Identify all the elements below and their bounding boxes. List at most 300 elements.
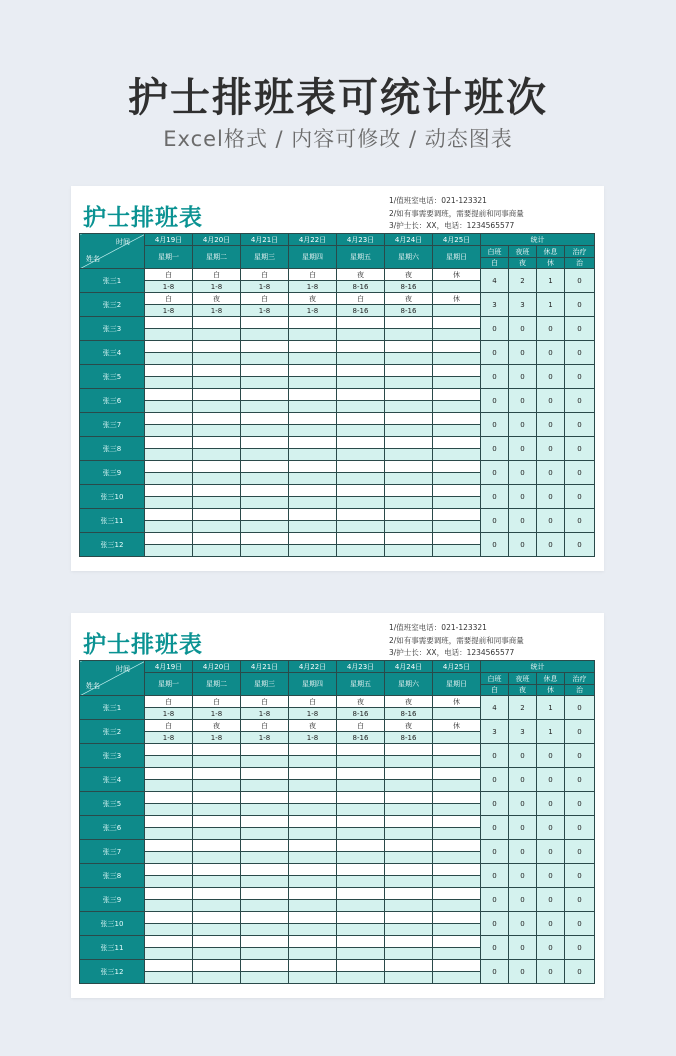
shift-cell[interactable] — [337, 413, 385, 425]
shift-cell[interactable] — [433, 437, 481, 449]
hours-cell[interactable] — [385, 329, 433, 341]
shift-cell[interactable] — [385, 413, 433, 425]
shift-cell[interactable] — [385, 936, 433, 948]
hours-cell[interactable] — [433, 281, 481, 293]
hours-cell[interactable] — [337, 756, 385, 768]
hours-cell[interactable] — [337, 972, 385, 984]
hours-cell[interactable] — [433, 900, 481, 912]
hours-cell[interactable] — [193, 924, 241, 936]
hours-cell[interactable] — [337, 924, 385, 936]
hours-cell[interactable] — [289, 545, 337, 557]
nurse-name[interactable]: 张三7 — [80, 413, 145, 437]
shift-cell[interactable] — [145, 840, 193, 852]
shift-cell[interactable] — [145, 341, 193, 353]
shift-cell[interactable] — [337, 744, 385, 756]
hours-cell[interactable] — [433, 425, 481, 437]
hours-cell[interactable] — [433, 449, 481, 461]
hours-cell[interactable] — [193, 756, 241, 768]
shift-cell[interactable] — [193, 485, 241, 497]
hours-cell[interactable] — [337, 449, 385, 461]
shift-cell[interactable]: 夜 — [337, 269, 385, 281]
hours-cell[interactable] — [289, 876, 337, 888]
shift-cell[interactable]: 白 — [337, 720, 385, 732]
shift-cell[interactable] — [385, 485, 433, 497]
nurse-name[interactable]: 张三9 — [80, 888, 145, 912]
hours-cell[interactable] — [289, 329, 337, 341]
hours-cell[interactable] — [337, 497, 385, 509]
shift-cell[interactable] — [145, 888, 193, 900]
hours-cell[interactable]: 8-16 — [337, 708, 385, 720]
hours-cell[interactable]: 1-8 — [145, 281, 193, 293]
shift-cell[interactable] — [241, 936, 289, 948]
hours-cell[interactable] — [337, 804, 385, 816]
hours-cell[interactable] — [385, 756, 433, 768]
hours-cell[interactable] — [433, 305, 481, 317]
hours-cell[interactable] — [241, 804, 289, 816]
shift-cell[interactable] — [193, 437, 241, 449]
nurse-name[interactable]: 张三1 — [80, 696, 145, 720]
shift-cell[interactable] — [193, 768, 241, 780]
nurse-name[interactable]: 张三6 — [80, 389, 145, 413]
hours-cell[interactable] — [193, 900, 241, 912]
shift-cell[interactable] — [289, 389, 337, 401]
nurse-name[interactable]: 张三10 — [80, 912, 145, 936]
hours-cell[interactable] — [433, 521, 481, 533]
shift-cell[interactable] — [193, 509, 241, 521]
shift-cell[interactable] — [193, 341, 241, 353]
hours-cell[interactable] — [337, 401, 385, 413]
hours-cell[interactable] — [433, 972, 481, 984]
nurse-name[interactable]: 张三7 — [80, 840, 145, 864]
hours-cell[interactable] — [145, 876, 193, 888]
shift-cell[interactable] — [289, 485, 337, 497]
shift-cell[interactable]: 休 — [433, 696, 481, 708]
hours-cell[interactable]: 1-8 — [241, 732, 289, 744]
hours-cell[interactable] — [145, 401, 193, 413]
hours-cell[interactable] — [385, 972, 433, 984]
shift-cell[interactable]: 白 — [289, 269, 337, 281]
hours-cell[interactable]: 1-8 — [193, 281, 241, 293]
hours-cell[interactable]: 1-8 — [145, 708, 193, 720]
hours-cell[interactable] — [385, 425, 433, 437]
nurse-name[interactable]: 张三2 — [80, 720, 145, 744]
hours-cell[interactable] — [145, 804, 193, 816]
shift-cell[interactable] — [193, 461, 241, 473]
hours-cell[interactable] — [337, 545, 385, 557]
shift-cell[interactable] — [193, 936, 241, 948]
shift-cell[interactable] — [385, 533, 433, 545]
hours-cell[interactable] — [241, 449, 289, 461]
shift-cell[interactable] — [337, 437, 385, 449]
shift-cell[interactable] — [241, 912, 289, 924]
nurse-name[interactable]: 张三11 — [80, 936, 145, 960]
hours-cell[interactable] — [385, 497, 433, 509]
shift-cell[interactable] — [145, 864, 193, 876]
shift-cell[interactable] — [241, 365, 289, 377]
hours-cell[interactable] — [433, 828, 481, 840]
shift-cell[interactable] — [241, 888, 289, 900]
hours-cell[interactable] — [385, 449, 433, 461]
hours-cell[interactable] — [241, 876, 289, 888]
shift-cell[interactable] — [337, 840, 385, 852]
hours-cell[interactable] — [241, 948, 289, 960]
hours-cell[interactable] — [241, 329, 289, 341]
shift-cell[interactable] — [337, 912, 385, 924]
shift-cell[interactable] — [193, 960, 241, 972]
nurse-name[interactable]: 张三12 — [80, 960, 145, 984]
shift-cell[interactable]: 白 — [241, 720, 289, 732]
shift-cell[interactable] — [241, 816, 289, 828]
nurse-name[interactable]: 张三4 — [80, 768, 145, 792]
hours-cell[interactable]: 8-16 — [337, 305, 385, 317]
nurse-name[interactable]: 张三5 — [80, 792, 145, 816]
shift-cell[interactable] — [241, 840, 289, 852]
hours-cell[interactable] — [241, 924, 289, 936]
shift-cell[interactable]: 夜 — [385, 293, 433, 305]
hours-cell[interactable] — [385, 948, 433, 960]
shift-cell[interactable] — [145, 509, 193, 521]
shift-cell[interactable] — [241, 437, 289, 449]
shift-cell[interactable] — [433, 365, 481, 377]
shift-cell[interactable] — [145, 317, 193, 329]
shift-cell[interactable] — [337, 864, 385, 876]
shift-cell[interactable]: 夜 — [289, 293, 337, 305]
hours-cell[interactable] — [337, 473, 385, 485]
hours-cell[interactable] — [145, 900, 193, 912]
shift-cell[interactable] — [289, 533, 337, 545]
hours-cell[interactable] — [337, 329, 385, 341]
hours-cell[interactable] — [337, 948, 385, 960]
shift-cell[interactable] — [385, 888, 433, 900]
shift-cell[interactable] — [289, 509, 337, 521]
shift-cell[interactable] — [337, 936, 385, 948]
hours-cell[interactable]: 8-16 — [385, 281, 433, 293]
hours-cell[interactable] — [289, 377, 337, 389]
shift-cell[interactable] — [433, 912, 481, 924]
shift-cell[interactable] — [193, 792, 241, 804]
hours-cell[interactable] — [433, 804, 481, 816]
hours-cell[interactable] — [193, 828, 241, 840]
hours-cell[interactable] — [385, 804, 433, 816]
hours-cell[interactable] — [241, 401, 289, 413]
shift-cell[interactable] — [337, 389, 385, 401]
hours-cell[interactable] — [193, 401, 241, 413]
shift-cell[interactable] — [433, 485, 481, 497]
shift-cell[interactable] — [193, 912, 241, 924]
shift-cell[interactable] — [241, 485, 289, 497]
hours-cell[interactable] — [337, 852, 385, 864]
hours-cell[interactable] — [193, 377, 241, 389]
hours-cell[interactable] — [433, 353, 481, 365]
shift-cell[interactable] — [385, 365, 433, 377]
shift-cell[interactable] — [241, 389, 289, 401]
hours-cell[interactable] — [385, 545, 433, 557]
shift-cell[interactable] — [289, 936, 337, 948]
shift-cell[interactable] — [241, 768, 289, 780]
hours-cell[interactable] — [433, 924, 481, 936]
shift-cell[interactable] — [337, 816, 385, 828]
hours-cell[interactable] — [145, 473, 193, 485]
shift-cell[interactable]: 白 — [241, 696, 289, 708]
hours-cell[interactable] — [433, 732, 481, 744]
shift-cell[interactable] — [385, 389, 433, 401]
hours-cell[interactable] — [289, 924, 337, 936]
hours-cell[interactable] — [145, 780, 193, 792]
hours-cell[interactable] — [337, 521, 385, 533]
shift-cell[interactable] — [337, 768, 385, 780]
hours-cell[interactable] — [145, 521, 193, 533]
hours-cell[interactable] — [145, 972, 193, 984]
hours-cell[interactable] — [385, 353, 433, 365]
hours-cell[interactable] — [145, 756, 193, 768]
hours-cell[interactable] — [193, 497, 241, 509]
hours-cell[interactable]: 1-8 — [289, 708, 337, 720]
hours-cell[interactable] — [241, 377, 289, 389]
shift-cell[interactable] — [241, 533, 289, 545]
hours-cell[interactable]: 1-8 — [241, 305, 289, 317]
shift-cell[interactable] — [193, 840, 241, 852]
shift-cell[interactable] — [337, 888, 385, 900]
hours-cell[interactable] — [289, 828, 337, 840]
shift-cell[interactable] — [241, 461, 289, 473]
hours-cell[interactable] — [193, 852, 241, 864]
shift-cell[interactable] — [289, 341, 337, 353]
hours-cell[interactable] — [337, 377, 385, 389]
shift-cell[interactable]: 白 — [145, 696, 193, 708]
shift-cell[interactable] — [385, 768, 433, 780]
hours-cell[interactable]: 8-16 — [385, 708, 433, 720]
shift-cell[interactable] — [433, 389, 481, 401]
shift-cell[interactable] — [385, 840, 433, 852]
hours-cell[interactable] — [337, 353, 385, 365]
shift-cell[interactable] — [433, 816, 481, 828]
hours-cell[interactable]: 1-8 — [193, 305, 241, 317]
hours-cell[interactable] — [241, 497, 289, 509]
shift-cell[interactable]: 夜 — [385, 720, 433, 732]
nurse-name[interactable]: 张三2 — [80, 293, 145, 317]
shift-cell[interactable] — [289, 840, 337, 852]
shift-cell[interactable] — [145, 744, 193, 756]
hours-cell[interactable] — [241, 972, 289, 984]
shift-cell[interactable] — [145, 413, 193, 425]
shift-cell[interactable] — [433, 744, 481, 756]
hours-cell[interactable] — [433, 497, 481, 509]
hours-cell[interactable] — [145, 924, 193, 936]
hours-cell[interactable] — [433, 852, 481, 864]
shift-cell[interactable] — [193, 864, 241, 876]
hours-cell[interactable] — [433, 708, 481, 720]
hours-cell[interactable] — [145, 852, 193, 864]
hours-cell[interactable] — [337, 780, 385, 792]
shift-cell[interactable] — [385, 912, 433, 924]
shift-cell[interactable] — [433, 840, 481, 852]
shift-cell[interactable] — [241, 413, 289, 425]
hours-cell[interactable] — [241, 756, 289, 768]
shift-cell[interactable] — [193, 413, 241, 425]
hours-cell[interactable] — [145, 828, 193, 840]
shift-cell[interactable]: 白 — [145, 269, 193, 281]
hours-cell[interactable] — [241, 521, 289, 533]
shift-cell[interactable] — [289, 461, 337, 473]
shift-cell[interactable] — [241, 792, 289, 804]
hours-cell[interactable] — [433, 948, 481, 960]
hours-cell[interactable] — [337, 876, 385, 888]
shift-cell[interactable] — [433, 768, 481, 780]
shift-cell[interactable]: 白 — [241, 269, 289, 281]
hours-cell[interactable] — [193, 876, 241, 888]
hours-cell[interactable] — [241, 828, 289, 840]
hours-cell[interactable]: 8-16 — [337, 732, 385, 744]
shift-cell[interactable]: 夜 — [385, 269, 433, 281]
shift-cell[interactable] — [433, 533, 481, 545]
shift-cell[interactable] — [337, 461, 385, 473]
hours-cell[interactable] — [289, 948, 337, 960]
hours-cell[interactable] — [145, 425, 193, 437]
hours-cell[interactable] — [241, 353, 289, 365]
hours-cell[interactable] — [193, 545, 241, 557]
hours-cell[interactable] — [241, 473, 289, 485]
shift-cell[interactable] — [337, 792, 385, 804]
shift-cell[interactable] — [193, 389, 241, 401]
hours-cell[interactable]: 1-8 — [241, 708, 289, 720]
shift-cell[interactable] — [145, 485, 193, 497]
hours-cell[interactable] — [433, 473, 481, 485]
hours-cell[interactable]: 1-8 — [241, 281, 289, 293]
shift-cell[interactable] — [337, 365, 385, 377]
shift-cell[interactable]: 夜 — [385, 696, 433, 708]
shift-cell[interactable] — [145, 768, 193, 780]
hours-cell[interactable] — [433, 876, 481, 888]
hours-cell[interactable]: 1-8 — [193, 732, 241, 744]
shift-cell[interactable] — [385, 864, 433, 876]
hours-cell[interactable] — [145, 449, 193, 461]
shift-cell[interactable] — [241, 341, 289, 353]
shift-cell[interactable] — [289, 888, 337, 900]
shift-cell[interactable] — [289, 864, 337, 876]
shift-cell[interactable] — [433, 317, 481, 329]
hours-cell[interactable] — [433, 401, 481, 413]
shift-cell[interactable]: 白 — [241, 293, 289, 305]
shift-cell[interactable] — [385, 509, 433, 521]
hours-cell[interactable] — [193, 473, 241, 485]
shift-cell[interactable] — [337, 485, 385, 497]
shift-cell[interactable] — [337, 317, 385, 329]
shift-cell[interactable] — [145, 461, 193, 473]
shift-cell[interactable] — [433, 413, 481, 425]
hours-cell[interactable] — [193, 780, 241, 792]
shift-cell[interactable]: 白 — [337, 293, 385, 305]
shift-cell[interactable] — [433, 341, 481, 353]
hours-cell[interactable] — [337, 828, 385, 840]
shift-cell[interactable] — [145, 816, 193, 828]
hours-cell[interactable] — [385, 852, 433, 864]
nurse-name[interactable]: 张三11 — [80, 509, 145, 533]
hours-cell[interactable] — [385, 401, 433, 413]
nurse-name[interactable]: 张三4 — [80, 341, 145, 365]
hours-cell[interactable] — [241, 425, 289, 437]
hours-cell[interactable] — [193, 425, 241, 437]
shift-cell[interactable] — [193, 744, 241, 756]
shift-cell[interactable] — [289, 768, 337, 780]
hours-cell[interactable] — [385, 780, 433, 792]
shift-cell[interactable] — [241, 317, 289, 329]
shift-cell[interactable] — [337, 960, 385, 972]
hours-cell[interactable] — [289, 401, 337, 413]
hours-cell[interactable] — [289, 804, 337, 816]
shift-cell[interactable] — [385, 341, 433, 353]
hours-cell[interactable] — [145, 497, 193, 509]
hours-cell[interactable]: 1-8 — [289, 732, 337, 744]
hours-cell[interactable] — [337, 900, 385, 912]
shift-cell[interactable] — [193, 533, 241, 545]
hours-cell[interactable] — [289, 449, 337, 461]
hours-cell[interactable] — [193, 449, 241, 461]
shift-cell[interactable] — [145, 365, 193, 377]
hours-cell[interactable]: 8-16 — [385, 305, 433, 317]
hours-cell[interactable] — [145, 545, 193, 557]
shift-cell[interactable] — [337, 341, 385, 353]
shift-cell[interactable] — [241, 509, 289, 521]
shift-cell[interactable] — [145, 912, 193, 924]
shift-cell[interactable] — [145, 389, 193, 401]
shift-cell[interactable] — [241, 864, 289, 876]
hours-cell[interactable]: 1-8 — [145, 732, 193, 744]
shift-cell[interactable]: 夜 — [289, 720, 337, 732]
nurse-name[interactable]: 张三1 — [80, 269, 145, 293]
shift-cell[interactable] — [289, 816, 337, 828]
hours-cell[interactable] — [193, 353, 241, 365]
hours-cell[interactable] — [385, 521, 433, 533]
shift-cell[interactable] — [433, 864, 481, 876]
shift-cell[interactable] — [145, 792, 193, 804]
hours-cell[interactable] — [241, 900, 289, 912]
hours-cell[interactable] — [145, 377, 193, 389]
hours-cell[interactable] — [433, 756, 481, 768]
hours-cell[interactable]: 1-8 — [145, 305, 193, 317]
hours-cell[interactable]: 1-8 — [193, 708, 241, 720]
hours-cell[interactable] — [385, 473, 433, 485]
shift-cell[interactable]: 休 — [433, 293, 481, 305]
nurse-name[interactable]: 张三8 — [80, 864, 145, 888]
hours-cell[interactable] — [145, 353, 193, 365]
hours-cell[interactable] — [289, 353, 337, 365]
hours-cell[interactable] — [289, 756, 337, 768]
hours-cell[interactable] — [385, 924, 433, 936]
hours-cell[interactable] — [289, 497, 337, 509]
shift-cell[interactable] — [289, 744, 337, 756]
shift-cell[interactable] — [433, 509, 481, 521]
shift-cell[interactable]: 白 — [289, 696, 337, 708]
hours-cell[interactable] — [385, 900, 433, 912]
hours-cell[interactable] — [193, 329, 241, 341]
hours-cell[interactable] — [289, 425, 337, 437]
shift-cell[interactable] — [385, 437, 433, 449]
hours-cell[interactable] — [289, 780, 337, 792]
hours-cell[interactable] — [289, 852, 337, 864]
hours-cell[interactable] — [433, 329, 481, 341]
hours-cell[interactable] — [337, 425, 385, 437]
shift-cell[interactable] — [289, 912, 337, 924]
shift-cell[interactable] — [385, 792, 433, 804]
hours-cell[interactable] — [433, 545, 481, 557]
shift-cell[interactable] — [241, 744, 289, 756]
hours-cell[interactable] — [145, 948, 193, 960]
hours-cell[interactable] — [193, 972, 241, 984]
shift-cell[interactable] — [385, 317, 433, 329]
shift-cell[interactable] — [241, 960, 289, 972]
shift-cell[interactable] — [193, 365, 241, 377]
hours-cell[interactable] — [193, 804, 241, 816]
